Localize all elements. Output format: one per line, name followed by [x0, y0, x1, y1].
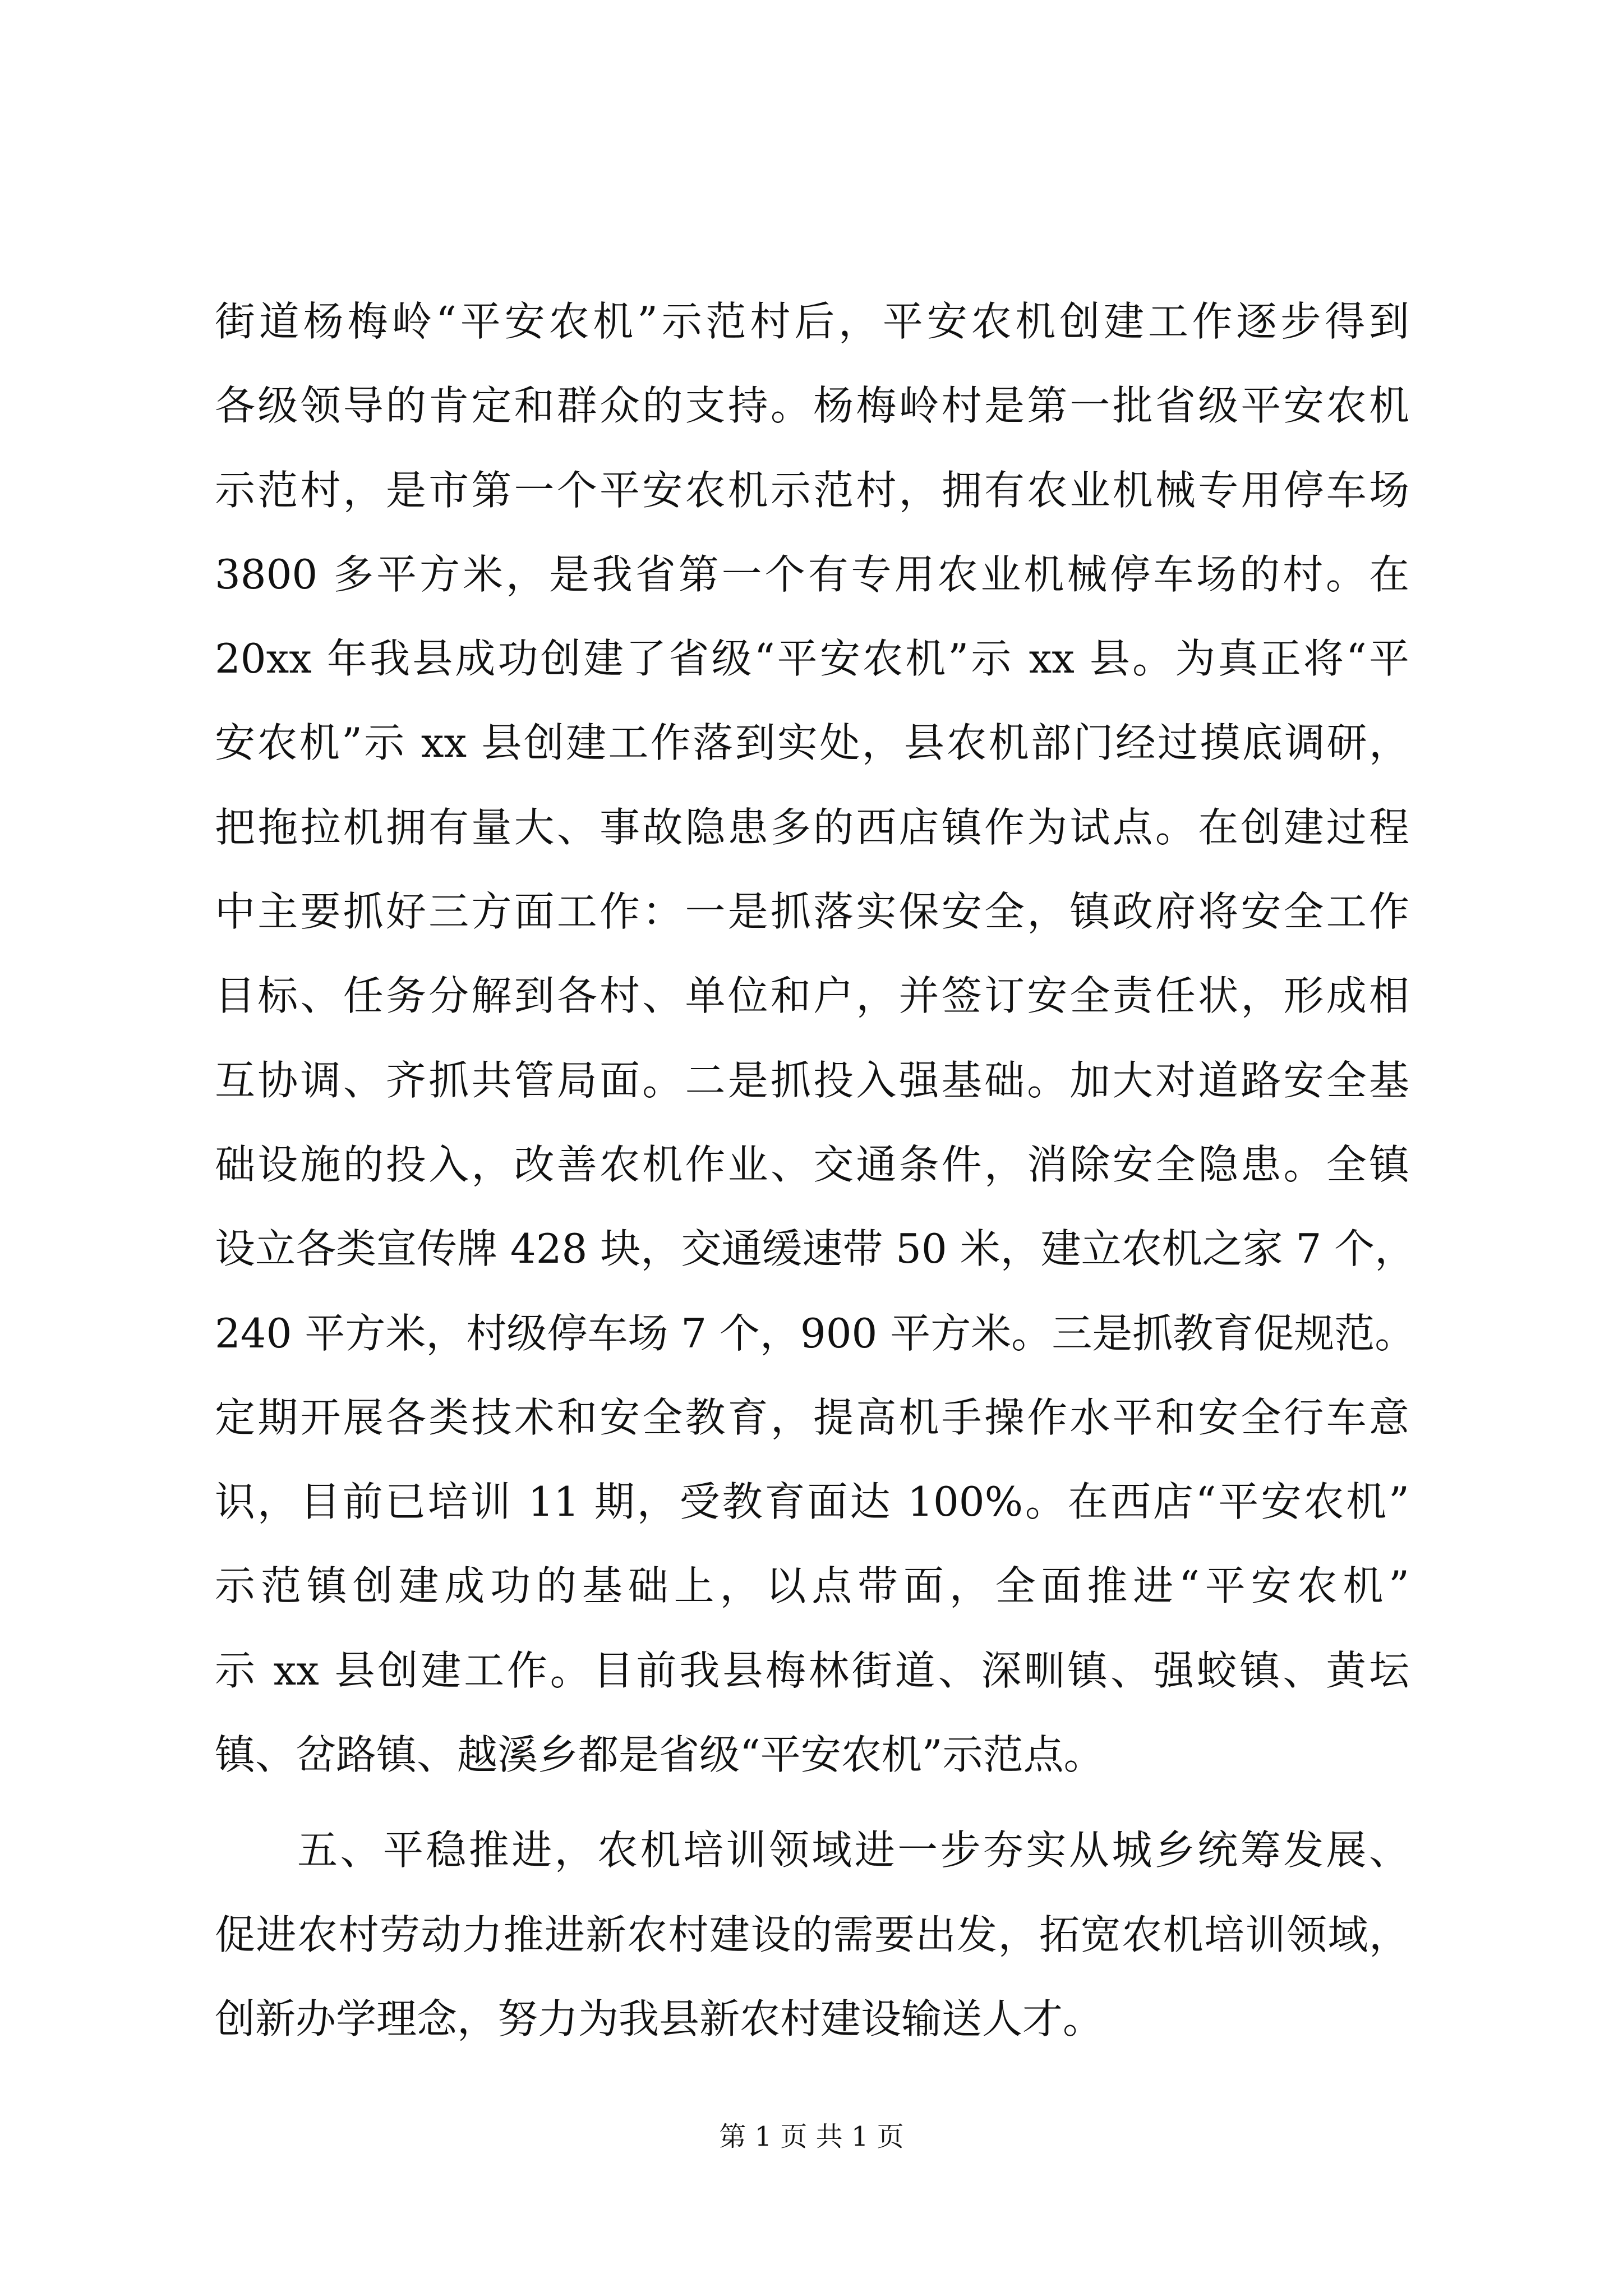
document-body	[215, 279, 1415, 2061]
paragraph-1-line-13: 240 平方米，村级停车场 7 个，900 平方米。三是抓教育促规范。	[215, 1309, 1415, 1357]
paragraph-1-line-3: 示范村，是市第一个平安农机示范村，拥有农业机械专用停车场	[215, 466, 1409, 514]
paragraph-2-line-1: 五、平稳推进，农机培训领域进一步夯实从城乡统筹发展、	[297, 1826, 1409, 1874]
paragraph-1-line-9: 目标、任务分解到各村、单位和户，并签订安全责任状，形成相	[215, 972, 1409, 1020]
paragraph-1-line-10: 互协调、齐抓共管局面。二是抓投入强基础。加大对道路安全基	[215, 1056, 1409, 1104]
paragraph-1-line-17: 示 xx 县创建工作。目前我县梅林街道、深甽镇、强蛟镇、黄坛	[215, 1646, 1409, 1694]
paragraph-1-line-11: 础设施的投入，改善农机作业、交通条件，消除安全隐患。全镇	[215, 1140, 1409, 1188]
paragraph-1-line-7: 把拖拉机拥有量大、事故隐患多的西店镇作为试点。在创建过程	[215, 803, 1409, 851]
page-number-label: 第 1 页 共 1 页	[719, 2121, 904, 2152]
paragraph-1-line-15: 识，目前已培训 11 期，受教育面达 100%。在西店“平安农机”	[215, 1478, 1409, 1526]
paragraph-2-line-3: 创新办学理念，努力为我县新农村建设输送人才。	[215, 1995, 1104, 2042]
paragraph-1-line-1: 街道杨梅岭“平安农机”示范村后，平安农机创建工作逐步得到	[215, 298, 1409, 345]
paragraph-gap	[215, 1797, 1409, 1808]
paragraph-1-line-16: 示范镇创建成功的基础上，以点带面，全面推进“平安农机”	[215, 1562, 1409, 1610]
paragraph-1-line-4: 3800 多平方米，是我省第一个有专用农业机械停车场的村。在	[215, 550, 1409, 598]
paragraph-1-line-14: 定期开展各类技术和安全教育，提高机手操作水平和安全行车意	[215, 1393, 1409, 1441]
page-footer	[0, 2115, 1623, 2154]
paragraph-1-line-6: 安农机”示 xx 县创建工作落到实处，县农机部门经过摸底调研，	[215, 719, 1409, 767]
paragraph-1-line-12: 设立各类宣传牌 428 块，交通缓速带 50 米，建立农机之家 7 个，	[215, 1225, 1415, 1273]
paragraph-1-line-18: 镇、岔路镇、越溪乡都是省级“平安农机”示范点。	[215, 1731, 1104, 1779]
paragraph-1-line-5: 20xx 年我县成功创建了省级“平安农机”示 xx 县。为真正将“平	[215, 635, 1409, 683]
paragraph-1-line-8: 中主要抓好三方面工作：一是抓落实保安全，镇政府将安全工作	[215, 888, 1409, 936]
paragraph-2-line-2: 促进农村劳动力推进新农村建设的需要出发，拓宽农机培训领域，	[215, 1911, 1409, 1958]
paragraph-1-line-2: 各级领导的肯定和群众的支持。杨梅岭村是第一批省级平安农机	[215, 382, 1409, 430]
